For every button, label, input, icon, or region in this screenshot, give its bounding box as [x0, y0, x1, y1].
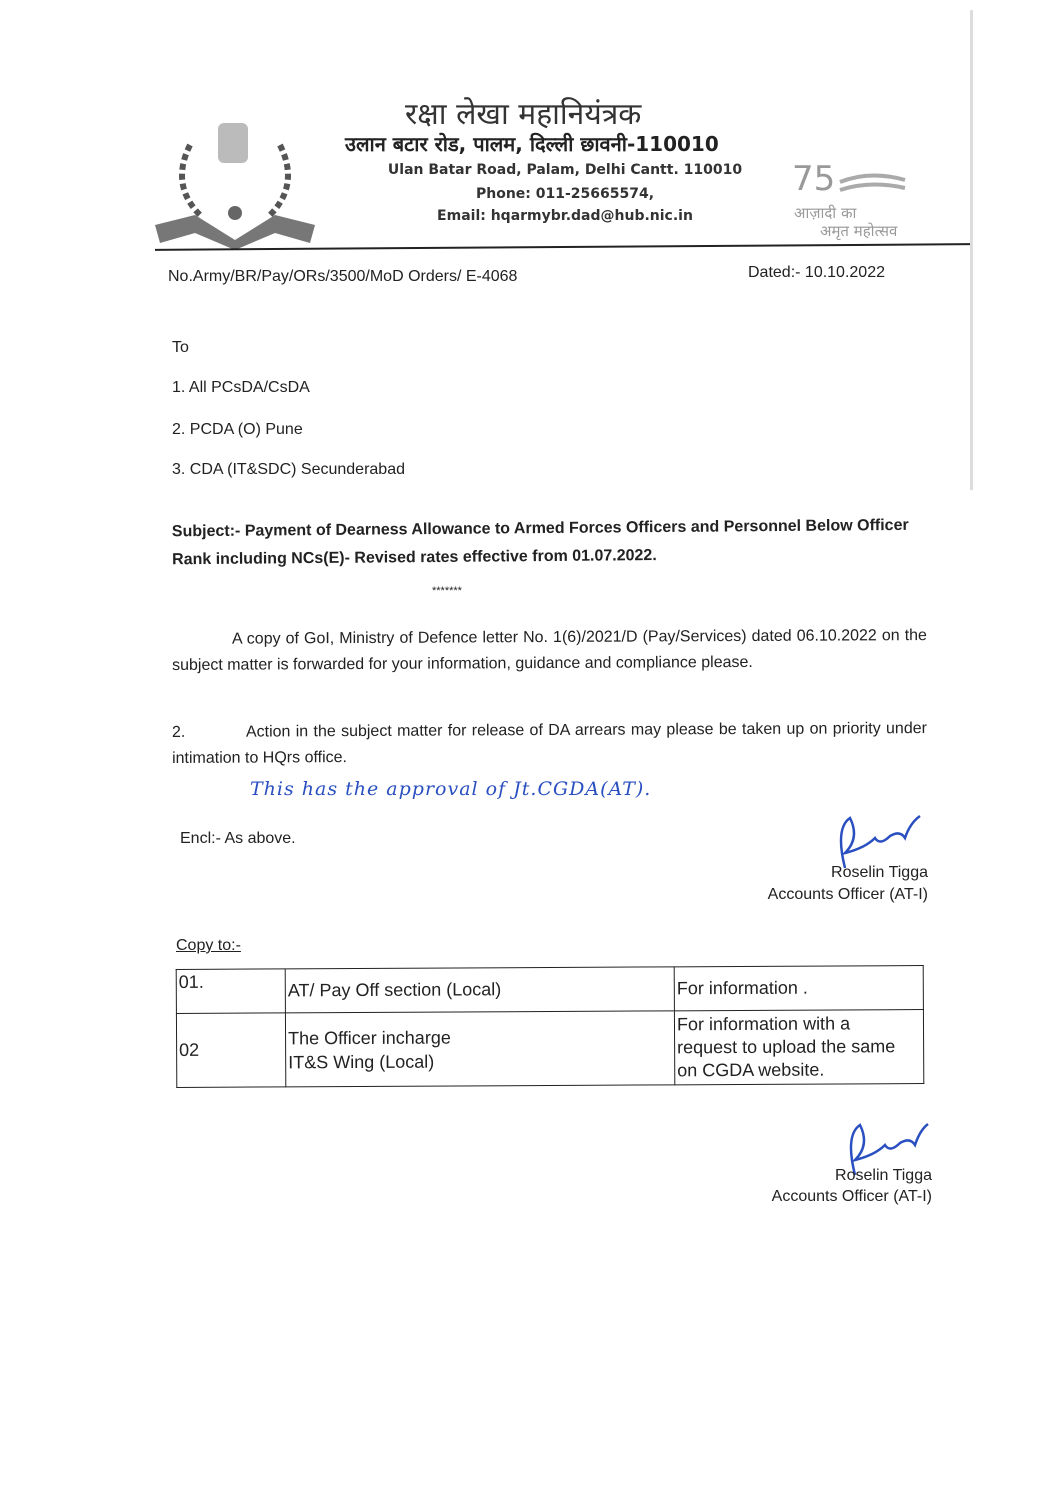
scan-edge-mark [970, 10, 973, 490]
recipient: 2. PCDA (O) Pune [172, 421, 303, 438]
email: Email: hqarmybr.dad@hub.nic.in [437, 208, 693, 224]
address: Ulan Batar Road, Palam, Delhi Cantt. 110010 [387, 162, 743, 178]
phone: Phone: 011-25665574, [475, 186, 655, 202]
copy-purpose-line: on CGDA website. [677, 1059, 825, 1081]
reference-number: No.Army/BR/Pay/ORs/3500/MoD Orders/ E-4068 [168, 268, 518, 285]
azadi-ka-amrit-mahotsav-logo [790, 160, 920, 240]
svg-text:अमृत महोत्सव: अमृत महोत्सव [820, 222, 898, 240]
table-row [176, 966, 923, 1014]
serial-number: 01. [176, 969, 285, 1014]
table-row [176, 1010, 923, 1088]
signatory-name: Roselin Tigga [835, 1167, 932, 1184]
handwritten-approval-note: This has the approval of Jt.CGDA(AT). [250, 778, 652, 800]
signatory-title: Accounts Officer (AT-I) [767, 886, 928, 903]
copy-to-table [176, 965, 925, 1088]
paragraph-2: Action in the subject matter for release of DA arrears may please be taken up on priority under intimation to HQrs office. [172, 720, 927, 767]
copy-recipient-line: The Officer incharge [288, 1027, 451, 1048]
paragraph-1: A copy of GoI, Ministry of Defence letter No. 1(6)/2021/D (Pay/Services) dated 06.10.2022 on the subject matter is forwarded for your information, guidance and compliance please. [172, 627, 927, 674]
letter-date: Dated:- 10.10.2022 [748, 264, 885, 281]
recipient: 3. CDA (IT&SDC) Secunderabad [172, 461, 405, 478]
recipient: 1. All PCsDA/CsDA [172, 379, 310, 396]
separator: ******* [432, 585, 462, 597]
copy-to-label: Copy to:- [176, 937, 241, 954]
paragraph-2-number: 2. [171, 723, 186, 741]
subject: Subject:- Payment of Dearness Allowance to Armed Forces Officers and Personnel Below Officer Rank including NCs(E)- Revised rates effective from 01.07.2022. [171, 516, 909, 569]
copy-purpose: For information . [674, 966, 923, 1011]
defence-accounts-emblem [150, 115, 320, 250]
hindi-office-title: रक्षा लेखा महानियंत्रक [405, 97, 642, 132]
hindi-address: उलान बटार रोड, पालम, दिल्ली छावनी-110010 [345, 132, 719, 156]
svg-text:75: 75 [792, 160, 836, 199]
enclosure: Encl:- As above. [180, 830, 296, 847]
signatory-name: Roselin Tigga [831, 864, 928, 881]
copy-purpose-line: request to upload the same [677, 1036, 896, 1058]
to-label: To [172, 339, 189, 356]
signatory-title: Accounts Officer (AT-I) [771, 1188, 932, 1205]
copy-purpose-line: For information with a [676, 1013, 851, 1035]
copy-recipient: AT/ Pay Off section (Local) [285, 967, 674, 1013]
serial-number: 02 [176, 1013, 285, 1088]
copy-recipient-line: IT&S Wing (Local) [288, 1051, 435, 1072]
svg-text:आज़ादी का: आज़ादी का [794, 204, 857, 222]
